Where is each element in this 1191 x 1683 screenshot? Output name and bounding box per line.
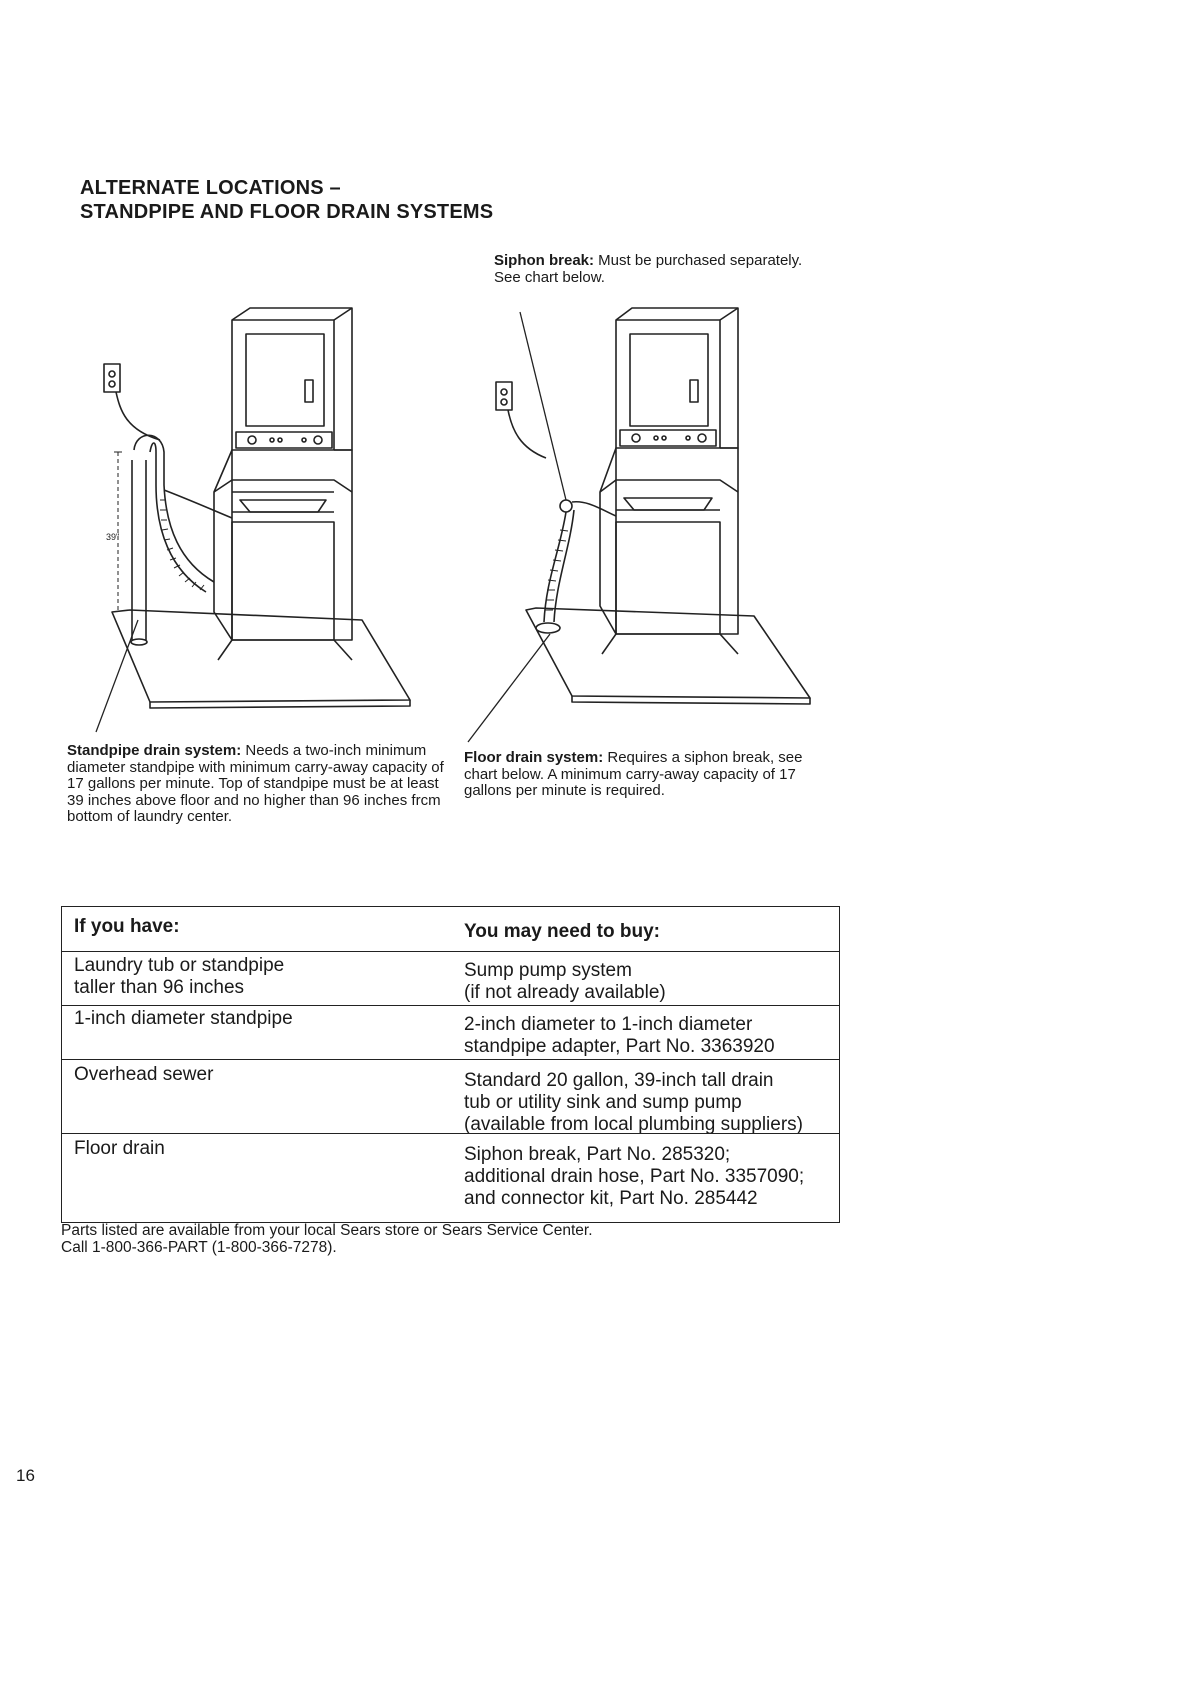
row-have: Laundry tub or standpipe taller than 96 inches <box>74 955 285 998</box>
standpipe-illustration <box>90 300 430 740</box>
row-buy: Siphon break, Part No. 285320; additional drain hose, Part No. 3357090; and connector kit, Part No. 285442 <box>464 1144 805 1209</box>
row-buy: Standard 20 gallon, 39-inch tall drain tub or utility sink and sump pump (available from local plumbing suppliers) <box>464 1070 803 1135</box>
header-have: If you have: <box>74 916 180 937</box>
standpipe-caption <box>67 743 452 826</box>
siphon-break-leader-line <box>520 312 566 500</box>
row-buy: 2-inch diameter to 1-inch diameter standpipe adapter, Part No. 3363920 <box>464 1014 775 1057</box>
siphon-break-text: Must be purchased separately. See chart below. <box>494 252 803 286</box>
washer-cabinet <box>232 522 334 640</box>
washer-lid <box>624 498 712 510</box>
drain-hose <box>156 485 206 592</box>
table-row <box>62 1133 839 1209</box>
table-row <box>62 1059 839 1135</box>
height-label-39: 39" <box>106 532 120 542</box>
dryer-control-panel <box>236 432 332 448</box>
header-buy: You may need to buy: <box>464 921 661 942</box>
floor-drain-caption <box>464 750 819 800</box>
footer-line-1: Parts listed are available from your local Sears store or Sears Service Center. <box>61 1222 593 1239</box>
floor-drain-illustration <box>490 290 830 750</box>
table-row <box>62 1005 839 1057</box>
title-line-1: ALTERNATE LOCATIONS – <box>80 177 341 199</box>
floor-platform <box>526 608 810 698</box>
page-number: 16 <box>16 1466 35 1485</box>
floor-drain <box>536 623 560 633</box>
footer-line-2: Call 1-800-366-PART (1-800-366-7278). <box>61 1239 337 1256</box>
row-have: Overhead sewer <box>74 1064 214 1085</box>
standpipe-leader-line <box>96 620 138 732</box>
washer-cabinet <box>616 522 720 634</box>
floor-drain-text: Requires a siphon break, see chart below. A minimum carry-away capacity of 17 gallons per minute is required. <box>464 749 803 799</box>
washer-lid <box>240 500 326 512</box>
siphon-break-caption <box>494 253 824 286</box>
standpipe-label: Standpipe drain system: <box>67 742 242 759</box>
dryer-dial-icon <box>632 434 640 442</box>
siphon-break-label: Siphon break: <box>494 252 595 269</box>
table-row <box>62 951 839 1003</box>
parts-footer <box>61 1222 593 1256</box>
floor-drain-label: Floor drain system: <box>464 749 604 766</box>
siphon-break <box>560 500 572 512</box>
row-have: 1-inch diameter standpipe <box>74 1008 293 1029</box>
floor-drain-leader-line <box>468 634 550 742</box>
standpipe-text: Needs a two-inch minimum diameter standpipe with minimum carry-away capacity of 17 gallons per minute. Top of standpipe must be at least 39 inches above floor and no higher than 96 inches frcm bottom of laundry center. <box>67 742 444 825</box>
floor-platform <box>112 610 410 702</box>
dryer-dial-icon <box>248 436 256 444</box>
row-buy: Sump pump system (if not already available) <box>464 960 666 1003</box>
dryer-control-panel <box>620 430 716 446</box>
title-line-2: STANDPIPE AND FLOOR DRAIN SYSTEMS <box>80 201 494 223</box>
parts-table <box>61 906 840 1223</box>
page-title <box>80 176 493 224</box>
row-have: Floor drain <box>74 1138 165 1159</box>
